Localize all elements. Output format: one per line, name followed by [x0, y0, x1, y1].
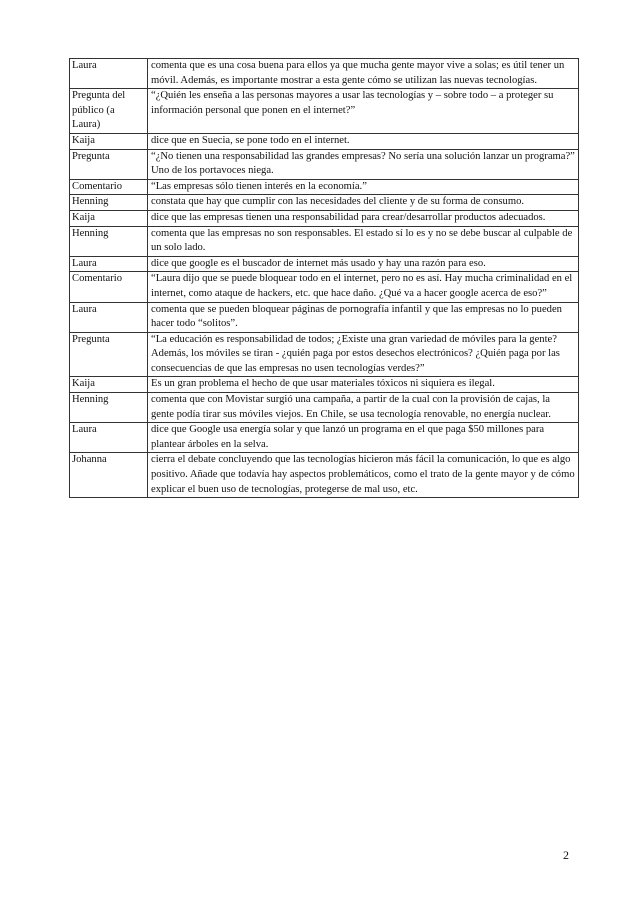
table-row	[70, 332, 579, 377]
speaker-cell: Henning	[70, 195, 148, 211]
statement-cell: “Las empresas sólo tienen interés en la economía.”	[148, 179, 579, 195]
table-row	[70, 149, 579, 179]
statement-cell: “¿No tienen una responsabilidad las grandes empresas? No sería una solución lanzar un programa?” Uno de los portavoces niega.	[148, 149, 579, 179]
statement-cell: dice que google es el buscador de internet más usado y hay una razón para eso.	[148, 256, 579, 272]
speaker-cell: Johanna	[70, 453, 148, 498]
table-row	[70, 256, 579, 272]
table-row	[70, 89, 579, 134]
speaker-cell: Laura	[70, 256, 148, 272]
speaker-cell: Comentario	[70, 272, 148, 302]
table-row	[70, 393, 579, 423]
table-row	[70, 210, 579, 226]
statement-cell: cierra el debate concluyendo que las tecnologías hicieron más fácil la comunicación, lo que es algo positivo. Añade que todavía hay aspectos problemáticos, como el trato de la gente mayor y de cómo explicar el buen uso de tecnologías, protegerse de mal uso, etc.	[148, 453, 579, 498]
speaker-cell: Henning	[70, 393, 148, 423]
speaker-cell: Kaija	[70, 377, 148, 393]
speaker-cell: Pregunta	[70, 149, 148, 179]
statement-cell: comenta que con Movistar surgió una campaña, a partir de la cual con la provisión de cajas, la gente podía tirar sus móviles viejos. En Chile, se usa tecnología renovable, no energía nuclear.	[148, 393, 579, 423]
statement-cell: dice que las empresas tienen una responsabilidad para crear/desarrollar productos adecuados.	[148, 210, 579, 226]
speaker-cell: Kaija	[70, 210, 148, 226]
speaker-cell: Comentario	[70, 179, 148, 195]
table-row	[70, 377, 579, 393]
table-row	[70, 453, 579, 498]
speaker-cell: Laura	[70, 302, 148, 332]
statement-cell: comenta que las empresas no son responsables. El estado sí lo es y no se debe buscar al culpable de un solo lado.	[148, 226, 579, 256]
table-row	[70, 226, 579, 256]
speaker-cell: Kaija	[70, 133, 148, 149]
table-row	[70, 133, 579, 149]
table-row	[70, 179, 579, 195]
statement-cell: “Laura dijo que se puede bloquear todo en el internet, pero no es así. Hay mucha criminalidad en el internet, como ataque de hackers, etc. que hace daño. ¿Qué va a hacer google acerca de eso?”	[148, 272, 579, 302]
debate-transcript-table	[69, 58, 579, 498]
speaker-cell: Pregunta del público (a Laura)	[70, 89, 148, 134]
table-row	[70, 423, 579, 453]
statement-cell: constata que hay que cumplir con las necesidades del cliente y de su forma de consumo.	[148, 195, 579, 211]
speaker-cell: Pregunta	[70, 332, 148, 377]
speaker-cell: Laura	[70, 59, 148, 89]
statement-cell: dice que Google usa energía solar y que lanzó un programa en el que paga $50 millones para plantear árboles en la selva.	[148, 423, 579, 453]
speaker-cell: Henning	[70, 226, 148, 256]
table-row	[70, 59, 579, 89]
statement-cell: comenta que se pueden bloquear páginas de pornografía infantil y que las empresas no lo pueden hacer todo “solitos”.	[148, 302, 579, 332]
statement-cell: comenta que es una cosa buena para ellos ya que mucha gente mayor vive a solas; es útil tener un móvil. Además, es importante mostrar a esta gente cómo se utilizan las nuevas tecnologías.	[148, 59, 579, 89]
statement-cell: “La educación es responsabilidad de todos; ¿Existe una gran variedad de móviles para la gente? Además, los móviles se tiran - ¿quién paga por estos desechos electrónicos? ¿Quién paga por las consecuencias de que las empresas no usen tecnologías verdes?”	[148, 332, 579, 377]
statement-cell: “¿Quién les enseña a las personas mayores a usar las tecnologías y – sobre todo – a proteger su información personal que ponen en el internet?”	[148, 89, 579, 134]
table-row	[70, 195, 579, 211]
statement-cell: dice que en Suecia, se pone todo en el internet.	[148, 133, 579, 149]
table-row	[70, 272, 579, 302]
statement-cell: Es un gran problema el hecho de que usar materiales tóxicos ni siquiera es ilegal.	[148, 377, 579, 393]
transcript-body	[70, 59, 579, 498]
speaker-cell: Laura	[70, 423, 148, 453]
page-number: 2	[563, 848, 569, 862]
table-row	[70, 302, 579, 332]
